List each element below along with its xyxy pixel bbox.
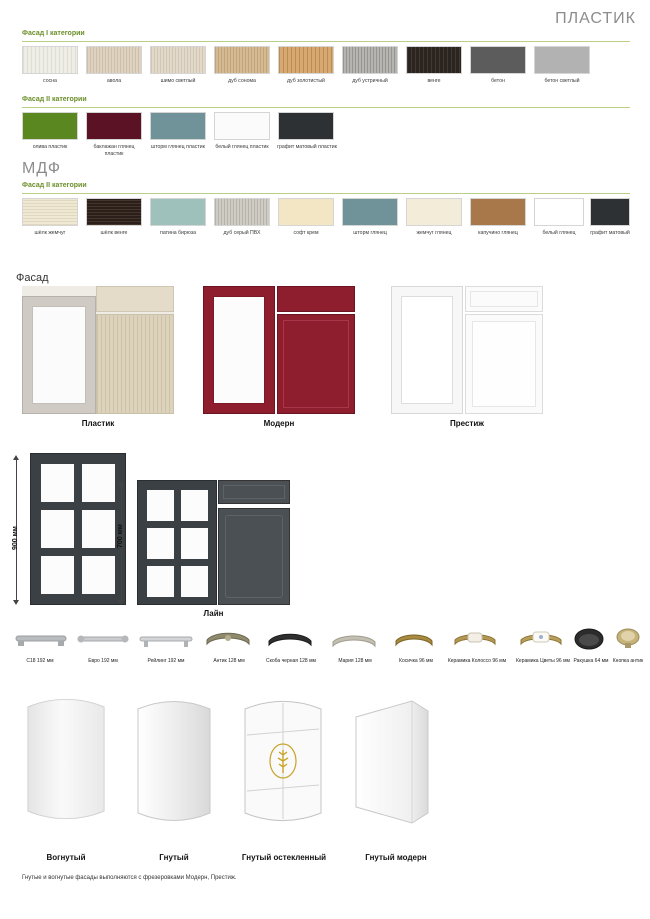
category-2-heading: Фасад II категории [22,96,87,103]
category-1-heading: Фасад I категории [22,30,85,37]
dimension-700-arrow-bottom [118,600,124,605]
swatch-mdf-10 [590,198,630,226]
facade-prestige-drawer-inner [470,291,538,307]
swatch-plastic2-4 [214,112,270,140]
handle-ceramic-colosso-icon [452,628,498,652]
swatch-plastic2-1 [22,112,78,140]
bent-title-bent: Гнутый [159,853,189,862]
swatch-label-mdf-10: графит матовый [590,230,630,236]
handle-ceramic-flowers-icon [518,628,564,652]
handle-label-euro: Евро 192 мм [88,658,118,664]
handle-label-black-bracket: Скоба черная 128 мм [266,658,316,664]
category-2-mdf-rule [22,193,630,194]
line-panel-inner [225,515,283,598]
section-heading-facade: Фасад [16,272,49,284]
line-door-900-glass-1 [41,464,74,502]
swatch-label-mdf-1: шёлк жемчуг [34,230,66,236]
handle-label-ceramic-flowers: Керамика Цветы 96 мм [516,658,570,664]
line-drawer-inner [223,485,285,499]
swatch-label-plastic-7: венге [427,78,441,84]
line-door-900-glass-4 [82,510,115,548]
category-2-mdf-heading: Фасад II категории [22,182,87,189]
bent-title-concave: Вогнутый [46,853,86,862]
line-door-700-glass-6 [181,566,208,597]
category-2-rule [22,107,630,108]
swatch-plastic-3 [150,46,206,74]
line-door-700-glass-1 [147,490,174,521]
handle-kosichka-icon [392,628,436,652]
line-door-700-glass-4 [181,528,208,559]
swatch-plastic-6 [342,46,398,74]
swatch-label-plastic-5: дуб золотистый [287,78,325,84]
swatch-label-plastic-1: сосна [43,78,57,84]
facade-plastic-right-panel [96,314,174,414]
facade-plastic-left-glass [32,306,86,404]
handle-label-ceramic-colosso: Керамика Колоссо 96 мм [447,658,507,664]
swatch-plastic-8 [470,46,526,74]
bent-title-modern: Гнутый модерн [365,853,427,862]
swatch-plastic2-3 [150,112,206,140]
facade-modern-drawer [277,286,355,312]
swatch-label-mdf-3: патина бирюза [160,230,196,236]
swatch-label-mdf-8: капучино глянец [478,230,518,236]
swatch-plastic-2 [86,46,142,74]
swatch-plastic2-5 [278,112,334,140]
handle-c18-icon [14,628,68,652]
handle-label-railing: Рейлинг 192 мм [147,658,185,664]
swatch-label-mdf-6: шторм глянец [353,230,387,236]
handle-knob-icon [614,626,642,652]
dimension-700-label: 700 мм [117,524,124,548]
line-door-700-glass-5 [147,566,174,597]
bent-facade-bent-drawing [130,695,218,825]
handle-antique-icon [204,628,252,652]
bent-facade-modern-drawing [350,695,434,825]
swatch-mdf-6 [342,198,398,226]
facade-modern-right-inner [283,320,349,408]
swatch-plastic-7 [406,46,462,74]
handle-shell-icon [574,626,604,652]
swatch-label-plastic2-1: олива пластик [32,144,68,150]
category-1-rule [22,41,630,42]
bent-title-glazed: Гнутый остекленный [241,853,327,862]
swatch-label-plastic-8: бетон [491,78,505,84]
bent-facade-glazed-drawing [238,695,328,825]
swatch-plastic2-2 [86,112,142,140]
handle-black-bracket-icon [266,628,314,652]
page-title-mdf: МДФ [22,160,61,177]
handle-label-antique: Антик 128 мм [213,658,245,664]
swatch-plastic-1 [22,46,78,74]
line-door-900-glass-6 [82,556,115,594]
handle-railing-icon [138,628,194,652]
swatch-label-plastic-3: шимо светлый [160,78,196,84]
handle-label-shell: Ракушка 64 мм [573,658,609,664]
footnote-text: Гнутые и вогнутые фасады выполняются с фрезеровками Модерн, Престиж. [22,875,237,881]
swatch-plastic-5 [278,46,334,74]
swatch-label-mdf-7: жемчуг глянец [416,230,452,236]
facade-plastic-drawer [96,286,174,312]
swatch-label-plastic-9: бетон светлый [544,78,580,84]
handle-label-knob: Кнопка антик [612,658,644,664]
handle-euro-icon [76,628,130,652]
facade-modern-left-glass [213,296,265,404]
line-door-700-glass-2 [181,490,208,521]
swatch-label-plastic2-2: баклажан глянец пластик [93,144,135,157]
line-door-700-glass-3 [147,528,174,559]
page-title-plastic: ПЛАСТИК [555,10,636,27]
facade-prestige-right-inner [472,321,536,407]
facade-prestige-left-glass [401,296,453,404]
swatch-mdf-5 [278,198,334,226]
handle-label-c18: С18 192 мм [26,658,54,664]
swatch-label-plastic2-5: графит матовый пластик [277,144,337,150]
swatch-label-mdf-2: шёлк венге [100,230,128,236]
swatch-mdf-9 [534,198,584,226]
swatch-label-plastic-4: дуб сонома [228,78,256,84]
line-door-900-glass-3 [41,510,74,548]
line-door-900-glass-2 [82,464,115,502]
bent-facade-concave-drawing [22,695,110,825]
swatch-plastic-9 [534,46,590,74]
swatch-mdf-4 [214,198,270,226]
swatch-mdf-3 [150,198,206,226]
swatch-label-mdf-9: белый глянец [542,230,576,236]
swatch-mdf-2 [86,198,142,226]
swatch-label-plastic2-4: белый глянец пластик [215,144,269,150]
handle-maria-icon [330,628,378,652]
swatch-label-plastic-6: дуб устричный [352,78,388,84]
swatch-label-mdf-4: дуб серый ПВХ [223,230,261,236]
swatch-label-plastic2-3: шторм глянец пластик [151,144,205,150]
facade-title-prestige: Престиж [450,419,484,428]
swatch-label-mdf-5: софт крем [293,230,319,236]
handle-label-maria: Мария 128 мм [338,658,372,664]
swatch-mdf-8 [470,198,526,226]
handle-label-kosichka: Косичка 96 мм [399,658,433,664]
swatch-label-plastic-2: авола [106,78,122,84]
dimension-900-arrow-bottom [13,600,19,605]
swatch-mdf-7 [406,198,462,226]
swatch-plastic-4 [214,46,270,74]
swatch-mdf-1 [22,198,78,226]
facade-title-modern: Модерн [263,419,295,428]
line-door-900-glass-5 [41,556,74,594]
facade-title-plastic: Пластик [81,419,115,428]
dimension-900-label: 900 мм [12,526,19,550]
facade-title-line: Лайн [203,609,224,618]
